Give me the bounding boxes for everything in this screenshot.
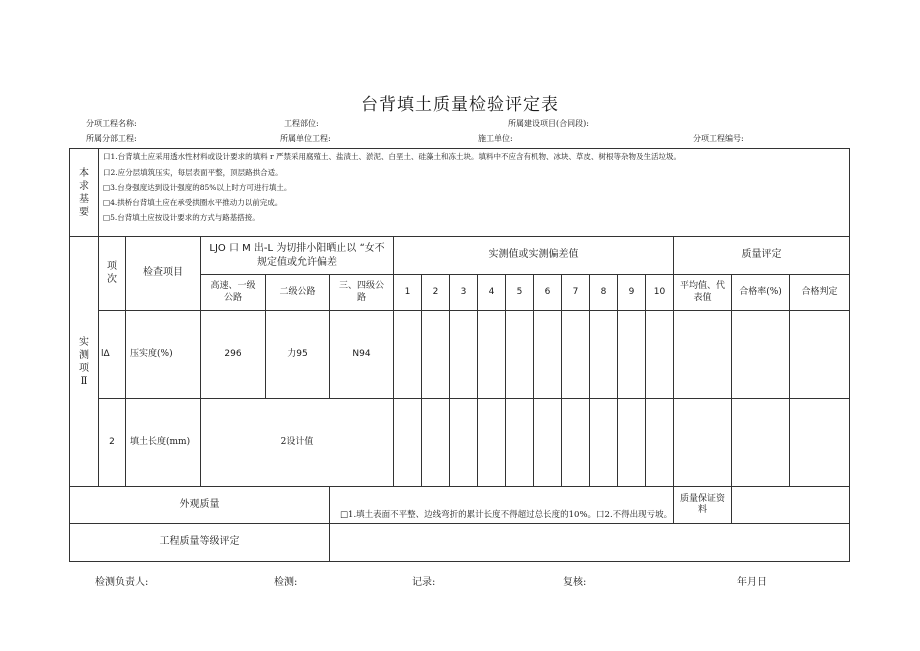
requirements-list bbox=[99, 149, 850, 237]
measured-cell[interactable] bbox=[506, 399, 534, 487]
row-seq: 2 bbox=[99, 399, 126, 487]
header-contract-section: 所属建设项目(合同段): bbox=[508, 119, 589, 128]
header-item-number: 分项工程编号: bbox=[693, 134, 744, 143]
guarantee-label: 质量保证资料 bbox=[674, 487, 732, 524]
avg-cell[interactable] bbox=[674, 311, 732, 399]
spec-header-caption: 规定值或允许偏差 bbox=[257, 256, 337, 268]
point-number: 1 bbox=[394, 275, 422, 311]
signature-date: 年月日 bbox=[737, 577, 767, 588]
requirement-item: □4.拱桥台背填土应在承受拱圈水平推动力以前完成。 bbox=[103, 198, 283, 207]
header-project-name: 分项工程名称: bbox=[86, 119, 137, 128]
row-spec-expressway: 296 bbox=[201, 311, 266, 399]
row-item: 压实度(%) bbox=[126, 311, 201, 399]
measured-cell[interactable] bbox=[478, 311, 506, 399]
header-project-location: 工程部位: bbox=[284, 119, 319, 128]
spec-value-header bbox=[201, 237, 394, 275]
point-number: 6 bbox=[534, 275, 562, 311]
spec-header-fragment-a: LJO 口 M 出-L bbox=[209, 242, 274, 254]
point-number: 4 bbox=[478, 275, 506, 311]
signature-reviewer: 复核: bbox=[563, 577, 587, 588]
row-item: 填土长度(mm) bbox=[126, 399, 201, 487]
grade-cell[interactable] bbox=[330, 524, 850, 562]
avg-representative-header: 平均值、代表值 bbox=[674, 275, 732, 311]
header-unit-project: 所属单位工程: bbox=[280, 134, 331, 143]
pass-rate-cell[interactable] bbox=[732, 311, 790, 399]
quality-header: 质量评定 bbox=[674, 237, 850, 275]
measured-cell[interactable] bbox=[562, 311, 590, 399]
page-title: 台背填土质量检验评定表 bbox=[361, 95, 559, 115]
measured-cell[interactable] bbox=[534, 311, 562, 399]
measured-cell[interactable] bbox=[590, 311, 618, 399]
judgment-cell[interactable] bbox=[790, 311, 850, 399]
measured-cell[interactable] bbox=[618, 311, 646, 399]
inspection-table bbox=[69, 148, 850, 562]
appearance-text: □1.填土表面不平整、边线弯折的累计长度不得超过总长度的10%。口2.不得出现亏坡。 bbox=[330, 487, 674, 524]
measured-cell[interactable] bbox=[646, 399, 674, 487]
spec-expressway: 高速、一级公路 bbox=[201, 275, 266, 311]
row-spec-class34: N94 bbox=[330, 311, 394, 399]
point-number: 5 bbox=[506, 275, 534, 311]
pass-rate-cell[interactable] bbox=[732, 399, 790, 487]
deviation-header: 实测值或实测偏差值 bbox=[394, 237, 674, 275]
row-spec-class2: 力95 bbox=[266, 311, 330, 399]
grade-label: 工程质量等级评定 bbox=[70, 524, 330, 562]
signature-recorder: 记录: bbox=[412, 577, 436, 588]
measured-cell[interactable] bbox=[590, 399, 618, 487]
measured-items-label: 实测项Ⅱ bbox=[70, 237, 99, 487]
point-number: 9 bbox=[618, 275, 646, 311]
header-contractor: 施工单位: bbox=[478, 134, 513, 143]
measured-cell[interactable] bbox=[618, 399, 646, 487]
point-number: 10 bbox=[646, 275, 674, 311]
measured-cell[interactable] bbox=[506, 311, 534, 399]
guarantee-cell[interactable] bbox=[732, 487, 850, 524]
table-row bbox=[70, 399, 850, 487]
spec-class2: 二级公路 bbox=[266, 275, 330, 311]
measured-cell[interactable] bbox=[534, 399, 562, 487]
row-seq: lΔ bbox=[99, 311, 126, 399]
spec-header-fragment-b: 为切排小阳晒止以 “女不 bbox=[276, 242, 385, 254]
measured-cell[interactable] bbox=[478, 399, 506, 487]
point-number: 2 bbox=[422, 275, 450, 311]
point-number: 3 bbox=[450, 275, 478, 311]
header-division-project: 所属分部工程: bbox=[86, 134, 137, 143]
point-number: 8 bbox=[590, 275, 618, 311]
row-spec-merged: 2设计值 bbox=[201, 399, 394, 487]
avg-cell[interactable] bbox=[674, 399, 732, 487]
pass-rate-header: 合格率(%) bbox=[732, 275, 790, 311]
measured-cell[interactable] bbox=[422, 399, 450, 487]
requirement-item: □5.台背填土应按设计要求的方式与路基搭接。 bbox=[103, 213, 260, 222]
measured-cell[interactable] bbox=[450, 311, 478, 399]
measured-cell[interactable] bbox=[394, 399, 422, 487]
point-number: 7 bbox=[562, 275, 590, 311]
requirement-item: □3.台身强度达到设计强度的85%以上时方可进行填土。 bbox=[103, 183, 292, 192]
measured-cell[interactable] bbox=[562, 399, 590, 487]
seq-header: 项次 bbox=[99, 237, 126, 311]
signature-tester: 检测: bbox=[274, 577, 298, 588]
appearance-label: 外观质量 bbox=[70, 487, 330, 524]
pass-judgment-header: 合格判定 bbox=[790, 275, 850, 311]
measured-cell[interactable] bbox=[422, 311, 450, 399]
measured-cell[interactable] bbox=[450, 399, 478, 487]
spec-class34: 三、四级公路 bbox=[330, 275, 394, 311]
inspection-item-header: 检查项目 bbox=[126, 237, 201, 311]
table-row bbox=[70, 311, 850, 399]
signature-test-lead: 检测负责人: bbox=[95, 577, 149, 588]
measured-cell[interactable] bbox=[646, 311, 674, 399]
requirement-item: 口1.台背填土应采用透水性材料或设计要求的填料 r 严禁采用腐殖土、盐渍土、淤泥、白垩土、硅藻土和冻土块。填料中不应含有机物、冰块、草皮、树根等杂物及生活垃圾。 bbox=[103, 152, 682, 161]
measured-cell[interactable] bbox=[394, 311, 422, 399]
requirement-item: 口2.应分层填筑压实，每层表面平整，顶层路拱合适。 bbox=[103, 168, 283, 177]
requirements-label: 本求基要 bbox=[70, 149, 99, 237]
judgment-cell[interactable] bbox=[790, 399, 850, 487]
